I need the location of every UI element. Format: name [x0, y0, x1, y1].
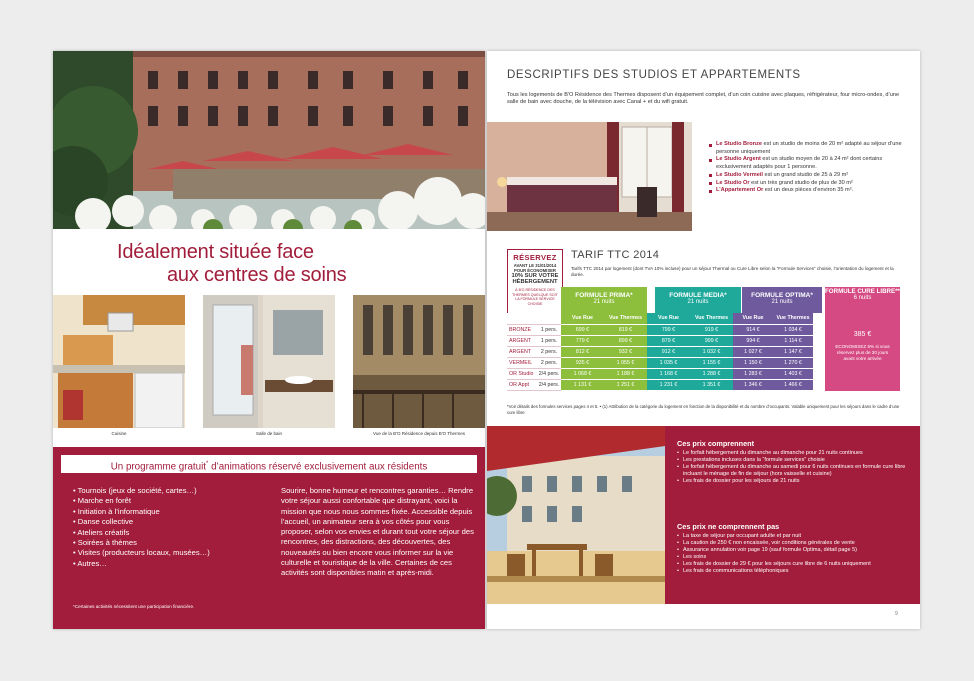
- right-page: [487, 51, 920, 629]
- col-header: Vue Rue: [733, 313, 773, 324]
- caption-view: Vue de la B'O Résidence depuis B'O Thermes: [372, 431, 466, 436]
- table-header-row: [507, 313, 813, 324]
- list-item: [709, 156, 914, 171]
- promo-title: RÉSERVEZ: [513, 253, 557, 262]
- formula-name: FORMULE OPTIMA*: [751, 292, 813, 299]
- list-item: • Danse collective: [73, 517, 263, 527]
- list-item: • Visites (producteurs locaux, musées…): [73, 548, 263, 558]
- price-cell: 1 131 €: [561, 379, 604, 390]
- list-item: • Autres…: [73, 559, 263, 569]
- headline-line-1: Idéalement située face: [117, 241, 314, 263]
- formula-header-optima: [742, 287, 822, 313]
- list-item: [709, 187, 914, 195]
- includes-title: Ces prix comprennent: [677, 439, 755, 448]
- price-cell: 1 231 €: [647, 379, 690, 390]
- list-item: • La taxe de séjour par occupant adulte et par nuit: [677, 533, 909, 540]
- includes-list: [677, 450, 909, 485]
- formula-header-media: [655, 287, 741, 313]
- row-persons: 2 pers.: [537, 346, 561, 357]
- table-row: [507, 335, 813, 346]
- bedroom-photo: [487, 122, 692, 231]
- col-header: Vue Thermes: [690, 313, 733, 324]
- price-cell: 1 035 €: [647, 357, 690, 368]
- table-footnote: *Voir détails des formules services pages 4 et 5. • (1) Attribution de la catégorie du logement en fonction de la disponibilité et du nombre d’occupants. Valable uniquement pour les séjours dans le cadre d’une cure libre: [507, 404, 900, 415]
- price-cell: 779 €: [561, 335, 604, 346]
- list-item: • Les frais de dossier de 29 € pour les séjours cure libre de 6 nuits uniquement: [677, 561, 909, 568]
- studio-desc: est un studio moyen de 20 à 24 m² dont certains exclusivement adaptés pour 1 personne.: [716, 156, 883, 171]
- row-type: ARGENT: [507, 346, 537, 357]
- list-item: • Les frais de communications téléphoniques: [677, 568, 909, 575]
- program-title-b: d’animations réservé exclusivement aux résidents: [208, 461, 428, 473]
- formula-nights: 21 nuits: [687, 299, 709, 305]
- list-item: [709, 141, 914, 156]
- studio-desc: est un très grand studio de plus de 30 m²: [749, 179, 853, 186]
- list-item: • Les frais de dossier pour les séjours de 21 nuits: [677, 478, 909, 485]
- page-number: 9: [895, 611, 898, 617]
- cure-libre-note: ECONOMISEZ 5% si vous réservez plus de 30 jours avant votre arrivée: [835, 344, 890, 361]
- price-cell: 879 €: [647, 335, 690, 346]
- price-cell: 999 €: [690, 335, 733, 346]
- col-header: Vue Thermes: [604, 313, 647, 324]
- promo-line-4: HÉBERGEMENT: [512, 279, 558, 285]
- caption-bathroom: Salle de bain: [255, 431, 283, 436]
- list-item: • Soirées à thèmes: [73, 538, 263, 548]
- row-type: OR Appt: [507, 379, 537, 390]
- price-cell: 1 114 €: [773, 335, 813, 346]
- price-cell: 1 403 €: [773, 368, 813, 379]
- row-persons: 2/4 pers.: [537, 379, 561, 390]
- cure-libre-panel: [825, 313, 900, 391]
- formula-name: FORMULE CURE LIBRE**: [825, 288, 900, 295]
- list-item: [709, 172, 914, 180]
- row-persons: 1 pers.: [537, 324, 561, 335]
- row-type: BRONZE: [507, 324, 537, 335]
- price-cell: 1 288 €: [690, 368, 733, 379]
- price-cell: 1 155 €: [690, 357, 733, 368]
- row-persons: 1 pers.: [537, 335, 561, 346]
- studio-list: [709, 141, 914, 195]
- list-item: • Ateliers créatifs: [73, 528, 263, 538]
- list-item: • Les soins: [677, 554, 909, 561]
- price-cell: 919 €: [690, 324, 733, 335]
- formula-header-cure-libre: [825, 287, 900, 313]
- studio-desc: est un studio de moins de 20 m² adapté au séjour d’une personne uniquement: [716, 141, 902, 155]
- price-table: [507, 313, 813, 391]
- activities-list: [73, 486, 263, 569]
- price-cell: 1 034 €: [773, 324, 813, 335]
- price-cell: 1 351 €: [690, 379, 733, 390]
- promo-line-1: AVANT LE 31/01/2014: [513, 263, 557, 268]
- promo-line-2: POUR ÉCONOMISER: [514, 268, 556, 273]
- table-row: [507, 368, 813, 379]
- price-cell: 1 147 €: [773, 346, 813, 357]
- tarif-intro: Tarifs TTC 2014 par logement (dont TVA 10% incluse) pour un séjour Thermal ou Cure Libre selon la “Formule Services” choisie, l’orientation du logement et la durée.: [571, 266, 894, 277]
- list-item: • Initiation à l’informatique: [73, 507, 263, 517]
- price-cell: 1 283 €: [733, 368, 773, 379]
- studio-name: Le Studio Or: [716, 179, 750, 186]
- program-title-sup: *: [206, 461, 209, 467]
- list-item: • Les prestations incluses dans la “formule services” choisie: [677, 457, 909, 464]
- price-cell: 1 168 €: [647, 368, 690, 379]
- formula-name: FORMULE MEDIA*: [669, 292, 727, 299]
- price-cell: 1 068 €: [561, 368, 604, 379]
- row-type: VERMEIL: [507, 357, 537, 368]
- studio-name: Le Studio Bronze: [716, 141, 762, 147]
- intro-text: Tous les logements de B'O Résidence des Thermes disposent d’un équipement complet, d’un coin cuisine avec plaques, réfrigérateur, four micro-ondes, d’une salle de bain avec douche, de la télévision avec Canal + et du wifi gratuit.: [507, 92, 900, 106]
- price-cell: 1 027 €: [733, 346, 773, 357]
- cure-libre-price: 385 €: [853, 331, 872, 338]
- thermes-view-photo: [353, 295, 485, 428]
- hotel-facade-photo: [53, 51, 485, 229]
- list-item: • Tournois (jeux de société, cartes…): [73, 486, 263, 496]
- table-row: [507, 379, 813, 390]
- col-header: Vue Thermes: [773, 313, 813, 324]
- promo-line-3: 10% SUR VOTRE: [511, 273, 559, 279]
- price-cell: 1 032 €: [690, 346, 733, 357]
- price-cell: 799 €: [647, 324, 690, 335]
- promo-small: À B'O RÉSIDENCE DES THERMES QUELQUE SOIT LA FORMULE SERVICE CHOISIE: [512, 288, 558, 306]
- price-cell: 1 270 €: [773, 357, 813, 368]
- price-cell: 699 €: [561, 324, 604, 335]
- list-item: • Le forfait hébergement du dimanche au samedi pour 6 nuits continues en formule cure libre incluant le ménage de fin de séjour (hors vaisselle et cuisine): [677, 464, 909, 478]
- col-header: Vue Rue: [647, 313, 690, 324]
- program-title-bar: [61, 455, 477, 473]
- col-header: Vue Rue: [561, 313, 604, 324]
- formula-nights: 21 nuits: [771, 299, 793, 305]
- program-footnote: *Certaines activités nécessitent une participation financière.: [73, 604, 195, 609]
- program-title-a: Un programme gratuit: [110, 461, 207, 473]
- formula-nights: 21 nuits: [593, 299, 615, 305]
- price-cell: 1 055 €: [604, 357, 647, 368]
- list-item: • Assurance annulation voir page 19 (sauf formule Optima, détail page 5): [677, 547, 909, 554]
- row-type: OR Studio: [507, 368, 537, 379]
- list-item: • Marche en forêt: [73, 496, 263, 506]
- price-cell: 1 346 €: [733, 379, 773, 390]
- table-row: [507, 324, 813, 335]
- price-cell: 935 €: [561, 357, 604, 368]
- price-cell: 1 466 €: [773, 379, 813, 390]
- formula-header-prima: [561, 287, 647, 313]
- tarif-title: TARIF TTC 2014: [571, 249, 660, 261]
- promo-box: [507, 249, 563, 321]
- list-item: • Le forfait hébergement du dimanche au dimanche pour 21 nuits continues: [677, 450, 909, 457]
- price-cell: 912 €: [647, 346, 690, 357]
- table-row: [507, 346, 813, 357]
- row-persons: 2/4 pers.: [537, 368, 561, 379]
- price-cell: 1 188 €: [604, 368, 647, 379]
- caption-kitchen: Cuisine: [111, 431, 127, 436]
- headline-line-2: aux centres de soins: [167, 264, 347, 286]
- program-block: [53, 447, 485, 629]
- price-cell: 819 €: [604, 324, 647, 335]
- price-cell: 932 €: [604, 346, 647, 357]
- bathroom-photo: [203, 295, 335, 428]
- studio-desc: est un grand studio de 25 à 29 m²: [762, 171, 849, 178]
- formula-nights: 6 nuits: [853, 295, 872, 301]
- terrace-photo: [487, 426, 665, 604]
- studio-name: L’Appartement Or: [716, 187, 764, 194]
- row-type: ARGENT: [507, 335, 537, 346]
- section-title: DESCRIPTIFS DES STUDIOS ET APPARTEMENTS: [507, 69, 801, 81]
- excludes-title: Ces prix ne comprennent pas: [677, 522, 780, 531]
- price-cell: 1 251 €: [604, 379, 647, 390]
- list-item: [709, 180, 914, 188]
- price-cell: 914 €: [733, 324, 773, 335]
- excludes-list: [677, 533, 909, 574]
- price-cell: 1 150 €: [733, 357, 773, 368]
- studio-desc: est un deux pièces d’environ 35 m².: [763, 187, 854, 194]
- table-row: [507, 357, 813, 368]
- row-persons: 2 pers.: [537, 357, 561, 368]
- studio-name: Le Studio Argent: [716, 156, 761, 163]
- left-page: [53, 51, 485, 629]
- price-cell: 812 €: [561, 346, 604, 357]
- price-cell: 994 €: [733, 335, 773, 346]
- price-cell: 899 €: [604, 335, 647, 346]
- list-item: • La caution de 250 € non encaissée, voir conditions générales de vente: [677, 540, 909, 547]
- kitchen-photo: [53, 295, 185, 428]
- program-paragraph: Sourire, bonne humeur et rencontres garanties… Rendre votre séjour aussi confortable que distrayant, voici la mission que nous nous sommes fixée. Accessible depuis l’accueil, un animateur sera à vos côtés pour vous proposer, selon vos envies et durant tout votre séjour des rencontres, des distractions, des découvertes, des nouveautés ou bien encore vous informer sur la vie culturelle et touristique de la ville. Certaines de ces activités sont disponibles matin et après-midi.: [281, 486, 474, 578]
- formula-name: FORMULE PRIMA*: [575, 292, 633, 299]
- studio-name: Le Studio Vermeil: [716, 171, 763, 178]
